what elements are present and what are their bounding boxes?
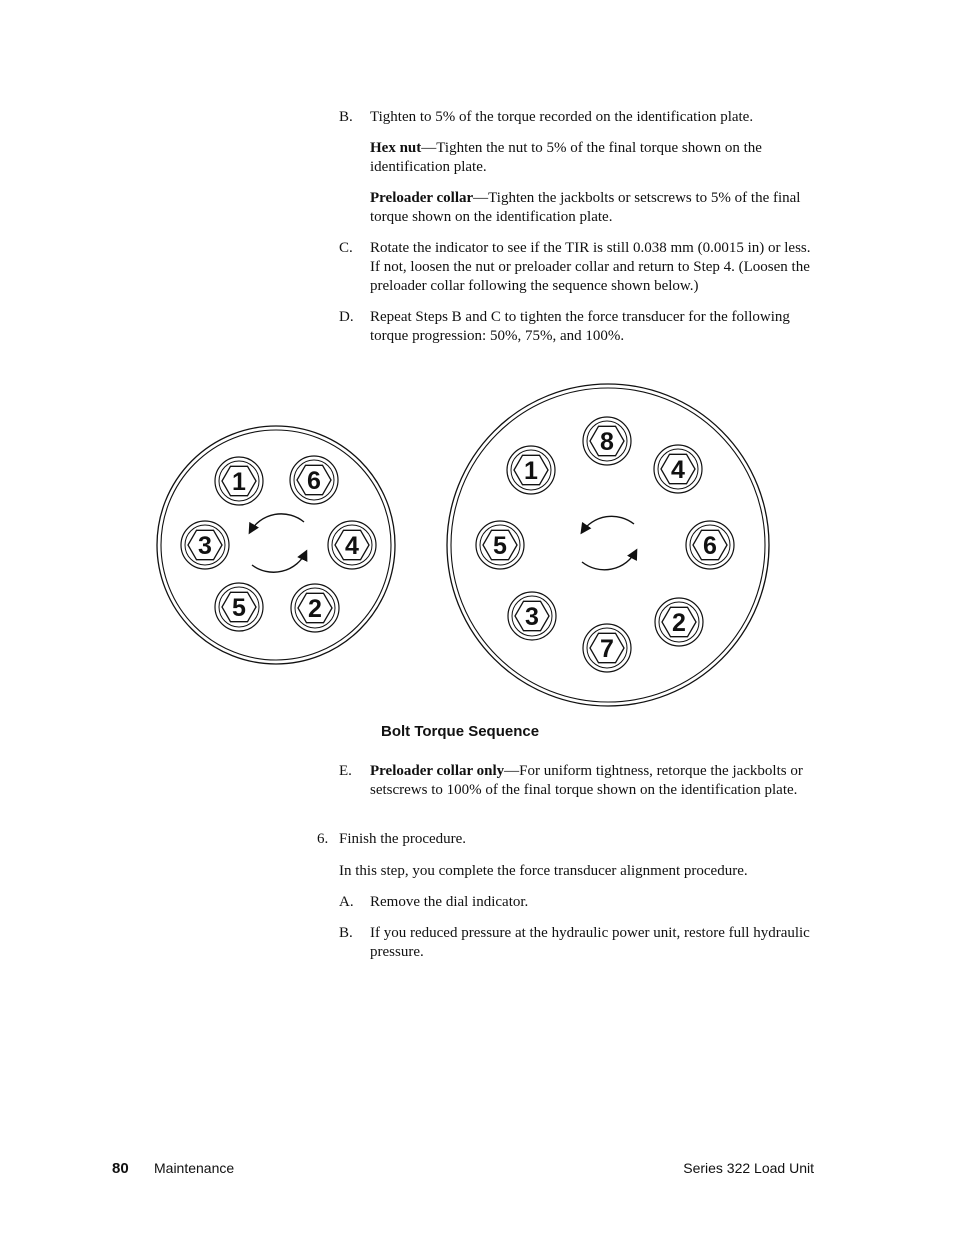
hex-nut-paragraph <box>370 139 815 177</box>
bolt-number: 8 <box>600 428 614 456</box>
bolt-2 <box>291 584 339 632</box>
step-6b <box>339 924 814 962</box>
preloader-term: Preloader collar <box>370 190 474 206</box>
bolt-torque-sequence-figure <box>150 378 780 714</box>
flange-outer-circle <box>157 426 395 664</box>
step-d-label: D. <box>339 309 354 325</box>
step-c-label: C. <box>339 240 353 256</box>
bolt-number: 6 <box>307 467 321 495</box>
bolt-number: 7 <box>600 635 614 663</box>
bolt-1 <box>507 446 555 494</box>
step-b <box>339 108 814 127</box>
hex-nut-text: —Tighten the nut to 5% of the final torque shown on the identification plate. <box>370 140 762 175</box>
bolt-6 <box>686 521 734 569</box>
bolt-number: 1 <box>524 457 538 485</box>
footer-section: Maintenance <box>154 1160 235 1176</box>
step-c-text: Rotate the indicator to see if the TIR is still 0.038 mm (0.0015 in) or less. If not, loosen the nut or preloader collar and return to Step 4. (Loosen the preloader collar following the sequence shown below.) <box>370 240 811 294</box>
bolt-number: 3 <box>198 532 212 560</box>
bolt-5 <box>476 521 524 569</box>
bolt-5 <box>215 583 263 631</box>
bolt-number: 3 <box>525 603 539 631</box>
step-e-label: E. <box>339 763 352 779</box>
step-6b-label: B. <box>339 925 353 941</box>
step-6-intro: In this step, you complete the force transducer alignment procedure. <box>339 863 748 879</box>
step-b-label: B. <box>339 109 353 125</box>
bolt-number: 2 <box>672 609 686 637</box>
page-number: 80 <box>112 1160 129 1177</box>
step-6a <box>339 893 814 912</box>
step-e-term: Preloader collar only <box>370 763 505 779</box>
step-c <box>339 239 814 296</box>
step-e-text: —For uniform tightness, retorque the jackbolts or setscrews to 100% of the final torque shown on the identification plate. <box>370 763 803 798</box>
bolt-number: 4 <box>671 456 685 484</box>
step-d <box>339 308 814 346</box>
footer-title: Series 322 Load Unit <box>683 1160 814 1176</box>
bolt-2 <box>655 598 703 646</box>
step-6a-text: Remove the dial indicator. <box>370 894 529 910</box>
rotation-arrow-icon <box>582 516 634 532</box>
bolt-number: 1 <box>232 468 246 496</box>
bolt-number: 4 <box>345 532 359 560</box>
bolt-7 <box>583 624 631 672</box>
bolt-4 <box>328 521 376 569</box>
step-6-text: Finish the procedure. <box>339 831 467 847</box>
bolt-number: 6 <box>703 532 717 560</box>
step-6 <box>317 830 817 849</box>
preloader-paragraph <box>370 189 815 227</box>
six-bolt-pattern <box>157 426 395 664</box>
bolt-number: 2 <box>308 595 322 623</box>
step-e <box>339 762 814 800</box>
bolt-number: 5 <box>232 594 246 622</box>
step-6a-label: A. <box>339 894 354 910</box>
bolt-number: 5 <box>493 532 507 560</box>
step-d-text: Repeat Steps B and C to tighten the force transducer for the following torque progression: 50%, 75%, and 100%. <box>370 309 790 344</box>
step-6-label: 6. <box>317 831 329 847</box>
preloader-text: —Tighten the jackbolts or setscrews to 5% of the final torque shown on the identification plate. <box>370 190 801 225</box>
hex-nut-term: Hex nut <box>370 140 422 156</box>
bolt-3 <box>181 521 229 569</box>
eight-bolt-pattern <box>447 384 769 706</box>
step-6b-text: If you reduced pressure at the hydraulic power unit, restore full hydraulic pressure. <box>370 925 810 960</box>
bolt-3 <box>508 592 556 640</box>
rotation-arrow-icon <box>582 551 636 570</box>
rotation-arrow-icon <box>252 552 306 572</box>
bolt-4 <box>654 445 702 493</box>
bolt-1 <box>215 457 263 505</box>
bolt-6 <box>290 456 338 504</box>
step-e-text-wrap <box>370 762 814 800</box>
bolt-8 <box>583 417 631 465</box>
rotation-arrow-icon <box>250 514 304 532</box>
step-b-text: Tighten to 5% of the torque recorded on the identification plate. <box>370 109 754 125</box>
figure-caption: Bolt Torque Sequence <box>381 723 540 740</box>
